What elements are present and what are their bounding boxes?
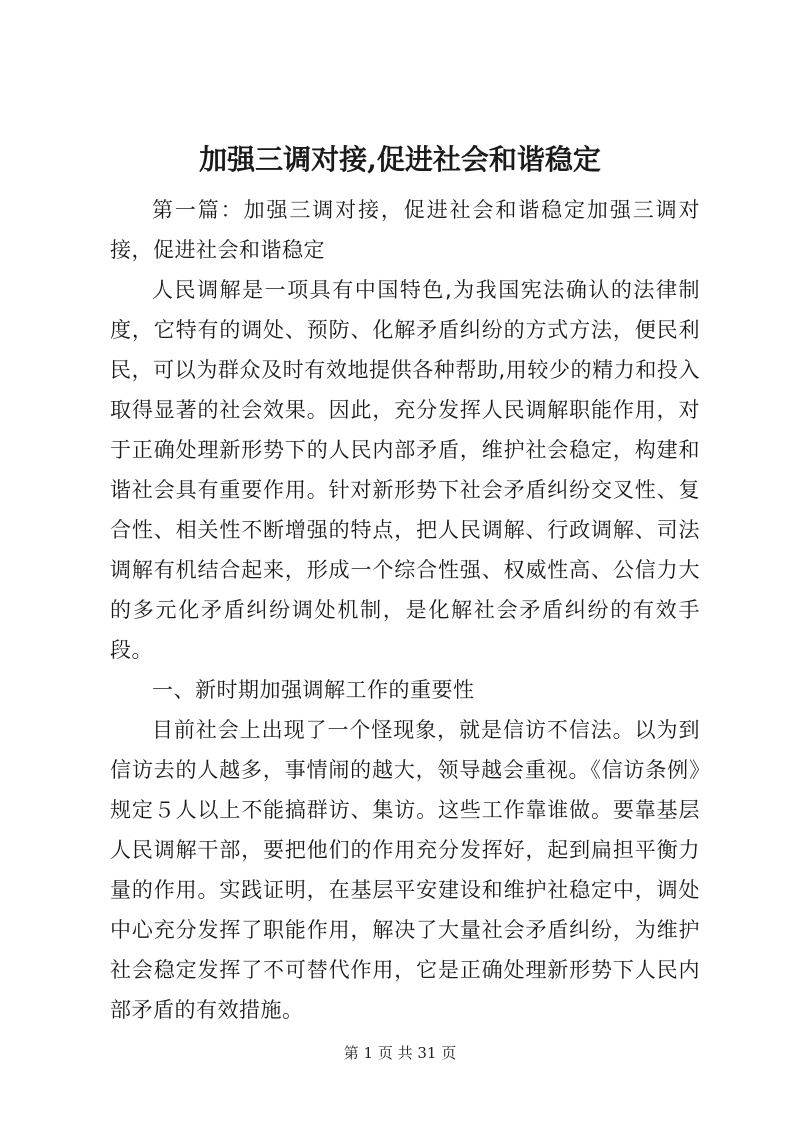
paragraph-petition: 目前社会上出现了一个怪现象，就是信访不信法。以为到信访去的人越多，事情闹的越大，领导越会重视。《信访条例》规定５人以上不能搞群访、集访。这些工作靠谁做。要靠基层人民调解干部，要把他们的作用充分发挥好，起到扁担平衡力量的作用。实践证明，在基层平安建设和维护社稳定中，调处中心充分发挥了职能作用，解决了大量社会矛盾纠纷，为维护社会稳定发挥了不可替代作用，它是正确处理新形势下人民内部矛盾的有效措施。	[110, 718, 700, 1022]
paragraph-intro: 人民调解是一项具有中国特色,为我国宪法确认的法律制度，它特有的调处、预防、化解矛盾纠纷的方式方法，便民利民，可以为群众及时有效地提供各种帮助,用较少的精力和投入取得显著的社会效果。因此，充分发挥人民调解职能作用，对于正确处理新形势下的人民内部矛盾，维护社会稳定，构建和谐社会具有重要作用。针对新形势下社会矛盾纠纷交叉性、复合性、相关性不断增强的特点，把人民调解、行政调解、司法调解有机结合起来，形成一个综合性强、权威性高、公信力大的多元化矛盾纠纷调处机制，是化解社会矛盾纠纷的有效手段。	[110, 278, 700, 662]
page-number-footer: 第 1 页 共 31 页	[343, 1044, 457, 1062]
section-heading-importance: 一、新时期加强调解工作的重要性	[152, 678, 475, 702]
document-title: 加强三调对接,促进社会和谐稳定	[199, 143, 601, 176]
paragraph-heading-first-article: 第一篇：加强三调对接，促进社会和谐稳定加强三调对接，促进社会和谐稳定	[110, 198, 700, 262]
document-body	[110, 190, 700, 1030]
